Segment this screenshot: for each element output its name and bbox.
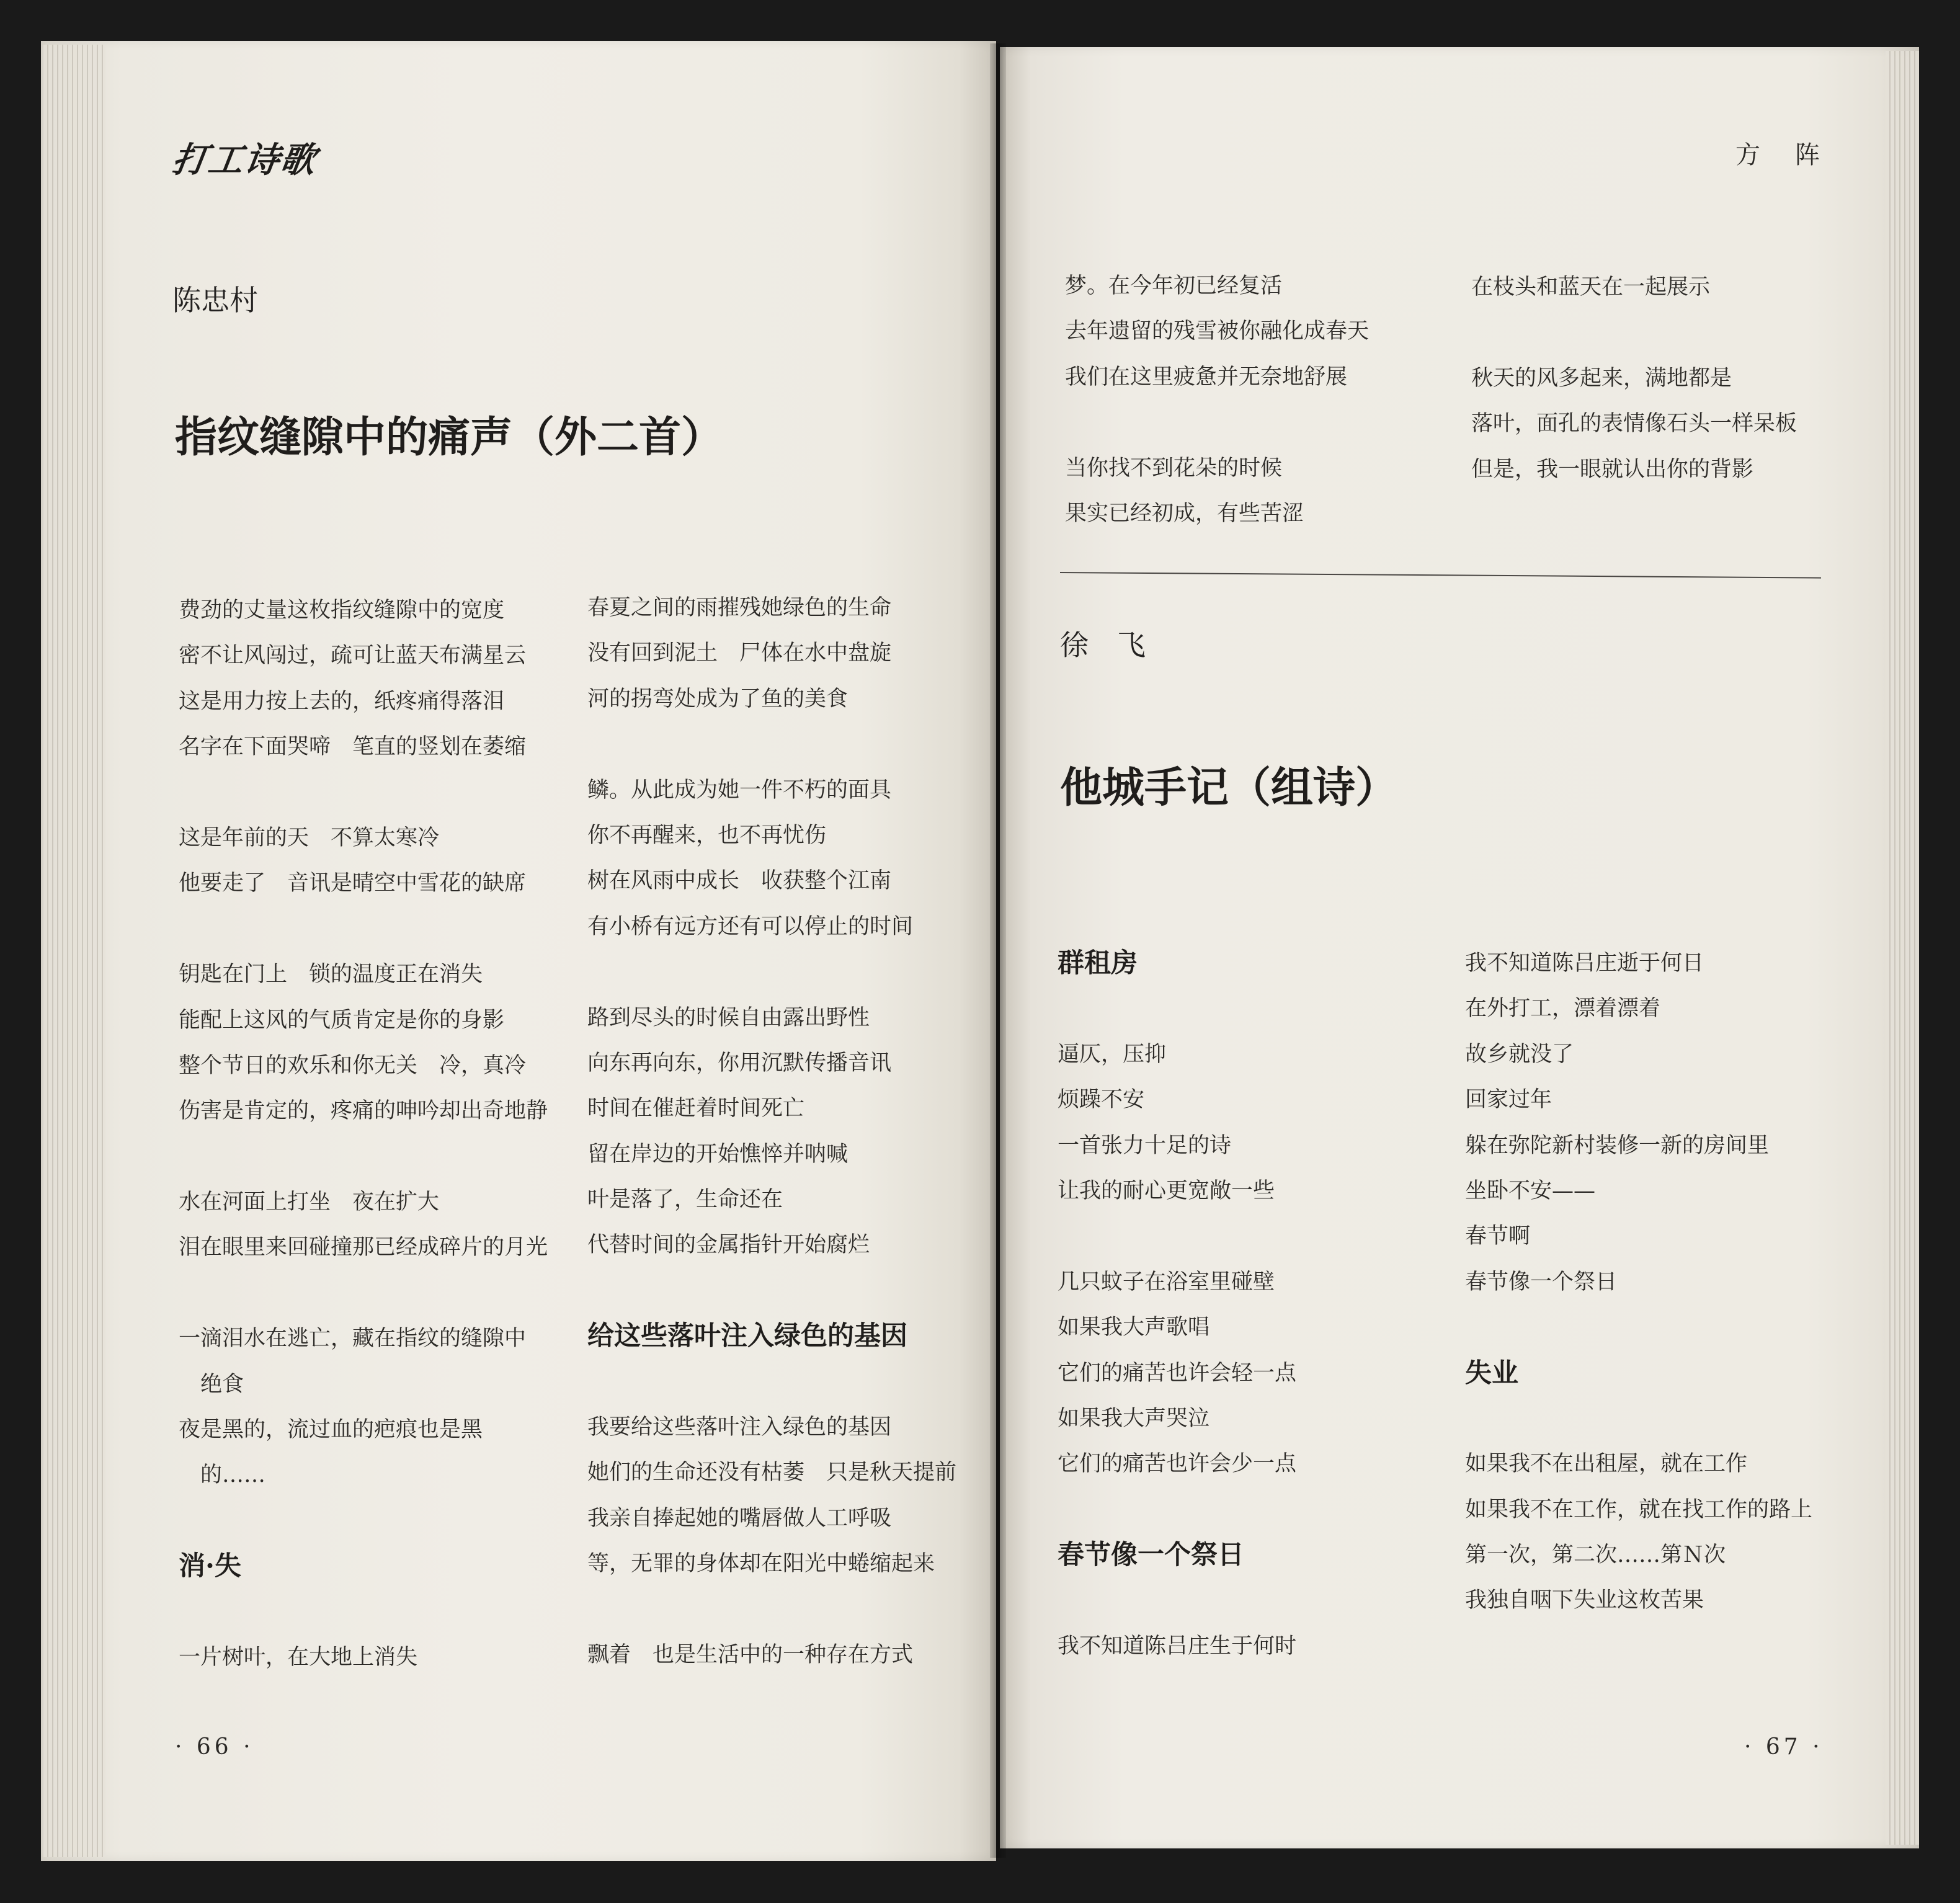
poem-line: 它们的痛苦也许会轻一点 [1058, 1360, 1297, 1386]
poem-line: 没有回到泥土 尸体在水中盘旋 [587, 641, 892, 666]
stanza-break [1058, 1487, 1454, 1533]
poem-line: 飘着 也是生活中的一种存在方式 [587, 1642, 914, 1667]
poem-line: 你不再醒来，也不再忧伤 [587, 822, 827, 848]
poem-line: 费劲的丈量这枚指纹缝隙中的宽度 [179, 598, 505, 623]
stanza-break [1465, 1305, 1862, 1350]
poem-line: 河的拐弯处成为了鱼的美食 [587, 686, 849, 711]
poem-heading: 春节像一个祭日 [1058, 1540, 1244, 1571]
poem-line: 春节啊 [1465, 1224, 1531, 1249]
poem-line: 烦躁不安 [1058, 1087, 1145, 1113]
poem-line: 时间在催赶着时间死亡 [587, 1096, 805, 1121]
stanza-break [587, 722, 984, 767]
poem-line: 几只蚊子在浴室里碰壁 [1058, 1269, 1275, 1295]
magazine-logo: 打工诗歌 [169, 140, 319, 180]
poem-line: 他要走了 音讯是晴空中雪花的缺席 [179, 871, 527, 896]
poem-line: 水在河面上打坐 夜在扩大 [179, 1190, 440, 1215]
poem-line: 但是，我一眼就认出你的背影 [1471, 457, 1754, 482]
poem-column [587, 586, 984, 1678]
poem-line: 回家过年 [1465, 1087, 1552, 1113]
poem-line: 泪在眼里来回碰撞那已经成碎片的月光 [179, 1235, 548, 1260]
poem-line: 我要给这些落叶注入绿色的基因 [587, 1415, 892, 1440]
poem-line: 如果我大声歌唱 [1058, 1315, 1210, 1340]
author-name: 陈忠村 [172, 283, 258, 317]
poem-column [1465, 941, 1862, 1624]
poem-line: 密不让风闯过，疏可让蓝天布满星云 [179, 643, 527, 669]
poem-line: 有小桥有远方还有可以停止的时间 [587, 914, 914, 939]
stanza-break [179, 770, 576, 816]
stanza-break [179, 1499, 576, 1544]
poem-line: 如果我不在出租屋，就在工作 [1465, 1451, 1748, 1477]
poem-line: 绝食 [179, 1371, 244, 1397]
poem-line: 我不知道陈吕庄逝于何日 [1465, 951, 1704, 976]
poem-line: 钥匙在门上 锁的温度正在消失 [179, 962, 483, 987]
poem-column [179, 588, 576, 1680]
poem-column-continued [1065, 264, 1462, 537]
stanza-break [1058, 1578, 1454, 1623]
poem-line: 在枝头和蓝天在一起展示 [1471, 275, 1711, 300]
poem-line: 在外打工，漂着漂着 [1465, 996, 1661, 1022]
stanza-break [1465, 1396, 1862, 1442]
stanza-break [1058, 986, 1454, 1032]
stanza-break [1065, 400, 1462, 445]
right-page-edges [1886, 51, 1919, 1845]
poem-heading: 失业 [1465, 1357, 1518, 1389]
poem-line: 的…… [179, 1463, 266, 1488]
stanza-break [1058, 1214, 1454, 1259]
stanza-break [179, 1134, 576, 1180]
poem-line: 整个节日的欢乐和你无关 冷，真冷 [179, 1053, 527, 1078]
poem-line: 代替时间的金属指针开始腐烂 [587, 1232, 870, 1258]
page-number: · 67 · [1744, 1734, 1824, 1760]
poem-line: 一片树叶，在大地上消失 [179, 1644, 418, 1670]
stanza-break [587, 1360, 984, 1405]
poem-column [1058, 941, 1454, 1669]
stanza-break [587, 1268, 984, 1314]
poem-line: 夜是黑的，流过血的疤痕也是黑 [179, 1417, 483, 1443]
author-name: 徐 飞 [1060, 628, 1146, 662]
poem-line: 这是用力按上去的，纸疼痛得落泪 [179, 689, 505, 714]
poem-line: 留在岸边的开始憔悴并呐喊 [587, 1141, 849, 1167]
poem-line: 如果我不在工作，就在找工作的路上 [1465, 1497, 1813, 1522]
poem-line: 她们的生命还没有枯萎 只是秋天提前 [587, 1460, 957, 1486]
poem-line: 躲在弥陀新村装修一新的房间里 [1465, 1133, 1770, 1158]
page-number: · 66 · [175, 1734, 254, 1760]
poem-line: 去年遗留的残雪被你融化成春天 [1065, 319, 1370, 344]
poem-line: 一首张力十足的诗 [1058, 1133, 1232, 1158]
poem-line: 故乡就没了 [1465, 1041, 1574, 1067]
poem-line: 我亲自捧起她的嘴唇做人工呼吸 [587, 1505, 892, 1531]
poem-title: 指纹缝隙中的痛声（外二首） [175, 412, 724, 462]
poem-line: 落叶，面孔的表情像石头一样呆板 [1471, 411, 1797, 437]
poem-line: 我们在这里疲惫并无奈地舒展 [1065, 364, 1348, 390]
poem-line: 一滴泪水在逃亡，藏在指纹的缝隙中 [179, 1326, 527, 1352]
section-header: 方 阵 [1735, 141, 1825, 169]
poem-line: 能配上这风的气质肯定是你的身影 [179, 1007, 505, 1033]
poem-heading: 消·失 [179, 1551, 241, 1582]
poem-line: 秋天的风多起来，满地都是 [1471, 365, 1732, 391]
poem-title: 他城手记（组诗） [1060, 763, 1398, 813]
poem-line: 梦。在今年初已经复活 [1065, 274, 1283, 298]
poem-line: 如果我大声哭泣 [1058, 1406, 1210, 1431]
poem-line: 它们的痛苦也许会少一点 [1058, 1451, 1297, 1477]
poem-line: 逼仄，压抑 [1058, 1041, 1167, 1067]
poem-line: 坐卧不安—— [1465, 1178, 1596, 1203]
stanza-break [587, 1587, 984, 1633]
poem-column-continued [1471, 265, 1868, 492]
poem-line: 果实已经初成，有些苦涩 [1065, 501, 1304, 526]
stanza-break [1471, 310, 1868, 355]
poem-line: 这是年前的天 不算太寒冷 [179, 825, 440, 850]
poem-line: 名字在下面哭啼 笔直的竖划在萎缩 [179, 734, 527, 760]
poem-line: 让我的耐心更宽敞一些 [1058, 1178, 1275, 1203]
stanza-break [179, 1271, 576, 1316]
poem-line: 路到尽头的时候自由露出野性 [587, 1005, 870, 1030]
poem-heading: 给这些落叶注入绿色的基因 [587, 1321, 907, 1352]
poem-line: 等，无罪的身体却在阳光中蜷缩起来 [587, 1551, 935, 1577]
poem-line: 春节像一个祭日 [1465, 1269, 1618, 1295]
poem-line: 叶是落了，生命还在 [587, 1187, 783, 1213]
poem-line: 鳞。从此成为她一件不朽的面具 [587, 777, 892, 803]
stanza-break [179, 1590, 576, 1635]
poem-line: 我独自咽下失业这枚苦果 [1465, 1588, 1704, 1613]
poem-line: 树在风雨中成长 收获整个江南 [587, 868, 892, 894]
poem-line: 我不知道陈吕庄生于何时 [1058, 1633, 1297, 1659]
book-gutter [990, 43, 1006, 1858]
poem-line: 当你找不到花朵的时候 [1065, 455, 1283, 481]
stanza-break [587, 950, 984, 995]
poem-line: 第一次，第二次……第Ｎ次 [1465, 1543, 1726, 1568]
poem-line: 伤害是肯定的，疼痛的呻吟却出奇地静 [179, 1099, 548, 1124]
poem-line: 向东再向东，你用沉默传播音讯 [587, 1050, 892, 1076]
poem-line: 春夏之间的雨摧残她绿色的生命 [587, 595, 892, 620]
left-page-edges [43, 45, 105, 1857]
stanza-break [179, 907, 576, 952]
poem-heading: 群租房 [1058, 948, 1138, 979]
